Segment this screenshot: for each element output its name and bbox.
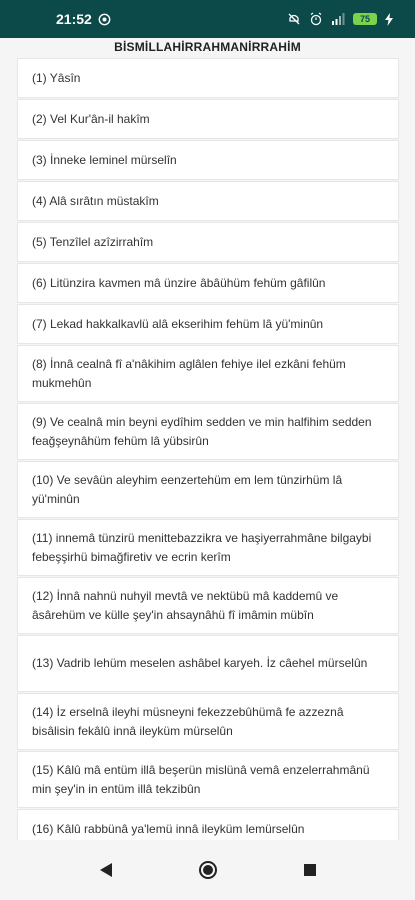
verse-text: (14) İz erselnâ ileyhi müsneyni fekezzebûhümâ fe azzeznâ bisâlisin fekâlû innâ ileyküm mürselûn xyxy=(32,704,344,738)
list-item[interactable] xyxy=(17,58,399,98)
charging-icon xyxy=(385,13,393,26)
verse-text: (8) İnnâ cealnâ fî a'nâkihim aglâlen fehiye ilel ezkâni fehüm mukmehûn xyxy=(32,356,346,390)
list-item[interactable] xyxy=(17,99,399,139)
verse-text: (5) Tenzîlel azîzirrahîm xyxy=(32,234,154,249)
list-item[interactable] xyxy=(17,263,399,303)
list-item[interactable] xyxy=(17,222,399,262)
verse-text: (12) İnnâ nahnü nuhyil mevtâ ve nektübü mâ kaddemû ve âsârehüm ve külle şey'in ahsaynâhü fî imâmin mübîn xyxy=(32,588,339,622)
verse-text: (6) Litünzira kavmen mâ ünzire âbâühüm fehüm gâfilûn xyxy=(32,275,326,290)
verse-text: (3) İnneke leminel mürselîn xyxy=(32,152,177,167)
verse-list[interactable] xyxy=(17,58,399,850)
signal-icon xyxy=(331,13,345,25)
status-right xyxy=(287,12,393,26)
battery-icon: 75 xyxy=(353,13,377,25)
verse-text: (7) Lekad hakkalkavlü alâ ekserihim fehüm lâ yü'minûn xyxy=(32,316,324,331)
list-item[interactable] xyxy=(17,345,399,402)
verse-text: (4) Alâ sırâtın müstakîm xyxy=(32,193,159,208)
list-item[interactable] xyxy=(17,519,399,576)
status-bar xyxy=(0,0,415,38)
verse-text: (15) Kâlû mâ entüm illâ beşerün mislünâ vemâ enzelerrahmânü min şey'in in entüm illâ tekzibûn xyxy=(32,762,370,796)
status-left xyxy=(56,11,111,27)
navigation-bar xyxy=(0,840,415,900)
verse-text: (1) Yâsîn xyxy=(32,70,81,85)
list-item[interactable] xyxy=(17,181,399,221)
list-item[interactable] xyxy=(17,304,399,344)
verse-text: (16) Kâlû rabbünâ ya'lemü innâ ileyküm lemürselûn xyxy=(32,821,305,836)
verse-text: (2) Vel Kur'ân-il hakîm xyxy=(32,111,150,126)
list-item[interactable] xyxy=(17,693,399,750)
page-title: BİSMİLLAHİRRAHMANİRRAHİM xyxy=(0,38,415,58)
list-item[interactable] xyxy=(17,461,399,518)
list-item[interactable] xyxy=(17,403,399,460)
whatsapp-icon xyxy=(98,13,111,26)
back-icon[interactable] xyxy=(94,858,118,882)
mute-icon xyxy=(287,12,301,26)
list-item[interactable] xyxy=(17,751,399,808)
list-item[interactable] xyxy=(17,635,399,692)
list-item[interactable] xyxy=(17,577,399,634)
verse-text: (11) innemâ tünzirü menittebazzikra ve haşiyerrahmâne bilgaybi febeşşirhü bimağfiretiv ve ecrin kerîm xyxy=(32,530,372,564)
verse-text: (9) Ve cealnâ min beyni eydîhim sedden ve min halfihim sedden feağşeynâhüm fehüm lâ yübsirûn xyxy=(32,414,372,448)
verse-text: (10) Ve sevâün aleyhim eenzertehüm em lem tünzirhüm lâ yü'minûn xyxy=(32,472,343,506)
alarm-icon xyxy=(309,12,323,26)
home-icon[interactable] xyxy=(196,858,220,882)
list-item[interactable] xyxy=(17,140,399,180)
status-time: 21:52 xyxy=(56,11,92,27)
recents-icon[interactable] xyxy=(298,858,322,882)
verse-text: (13) Vadrib lehüm meselen ashâbel karyeh. İz câehel mürselûn xyxy=(32,656,368,670)
